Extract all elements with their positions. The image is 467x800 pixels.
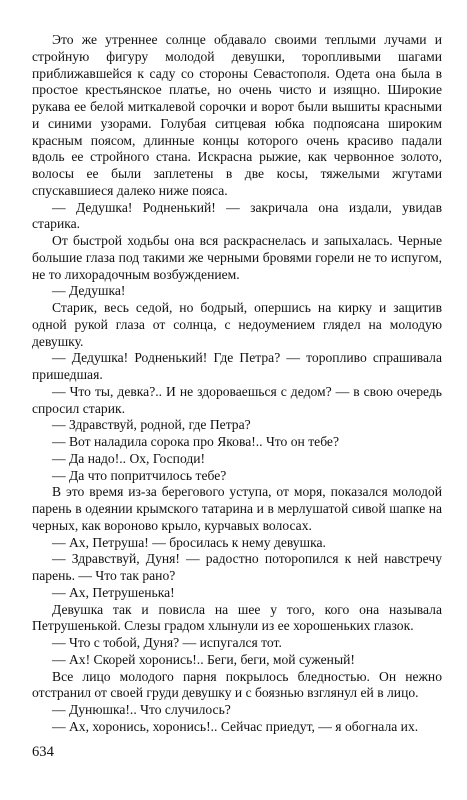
paragraph-21: — Ах, хоронись, хоронись!.. Сейчас приедут, — я обогнала их. [52,718,419,734]
paragraph-7: — Что ты, девка?.. И не здороваешься с дедом? — в свою очередь спросил старик. [32,383,442,416]
paragraph-16: Девушка так и повисла на шее у того, кого она называла Петрушенькой. Слезы градом хлынули из ее хорошеньких глазок. [32,601,442,634]
paragraph-11: — Да что попритчилось тебе? [52,467,227,483]
paragraph-2: — Дедушка! Родненький! — закричала она издали, увидав старика. [32,199,442,232]
paragraph-17: — Что с тобой, Дуня? — испугался тот. [52,635,282,650]
paragraph-6: — Дедушка! Родненький! Где Петра? — торопливо спрашивала пришедшая. [32,350,442,382]
paragraph-5: Старик, весь седой, но бодрый, опершись на кирку и защитив одной рукой глаза от солнца, с недоумением глядел на молодую девушку. [32,300,442,349]
paragraph-1: Это же утреннее солнце обдавало своими теплыми лучами и стройную фигуру молодой девушки, торопливыми шагами приближавшейся к саду со стороны Севастополя. Одета она была в простое крестьянское платье, но очень чисто и изящно. Широкие рукава ее белой миткалевой сорочки и ворот были вышиты красными и синими узорами. Голубая ситцевая юбка подпоясана широким красным поясом, длинные концы которого очень красиво падали вдоль ее стройного стана. Искрасна рыжие, как червонное золото, волосы ее были заплетены в две косы, тяжелыми жгутами спускавшиеся далеко ниже пояса. [32,32,442,198]
paragraph-14: — Здравствуй, Дуня! — радостно поторопился к ней навстречу парень. — Что так рано? [32,551,442,583]
paragraph-20: — Дунюшка!.. Что случилось? [52,702,231,717]
paragraph-8: — Здравствуй, родной, где Петра? [52,417,251,433]
paragraph-13: — Ах, Петруша! — бросилась к нему девушка. [52,534,326,550]
paragraph-4: — Дедушка! [52,283,126,299]
paragraph-15: — Ах, Петрушенька! [52,584,175,600]
paragraph-3: От быстрой ходьбы она вся раскраснелась и запыхалась. Черные большие глаза под такими же черными бровями горели не то испугом, не то лихорадочным возбуждением. [32,233,442,282]
paragraph-12: В это время из-за берегового уступа, от моря, показался молодой парень в одеянии крымского татарина и в мерлушатой сивой шапке на черных, как вороново крыло, курчавых волосах. [32,484,442,533]
paragraph-18: — Ах! Скорей хоронись!.. Беги, беги, мой суженый! [52,651,355,667]
paragraph-10: — Да надо!.. Ох, Господи! [52,450,206,466]
body-text [32,32,442,736]
page-number: 634 [32,744,54,760]
paragraph-9: — Вот наладила сорока про Якова!.. Что он тебе? [52,434,340,449]
paragraph-19: Все лицо молодого парня покрылось бледностью. Он нежно отстранил от своей груди девушку и с боязнью взглянул ей в лицо. [32,668,442,701]
